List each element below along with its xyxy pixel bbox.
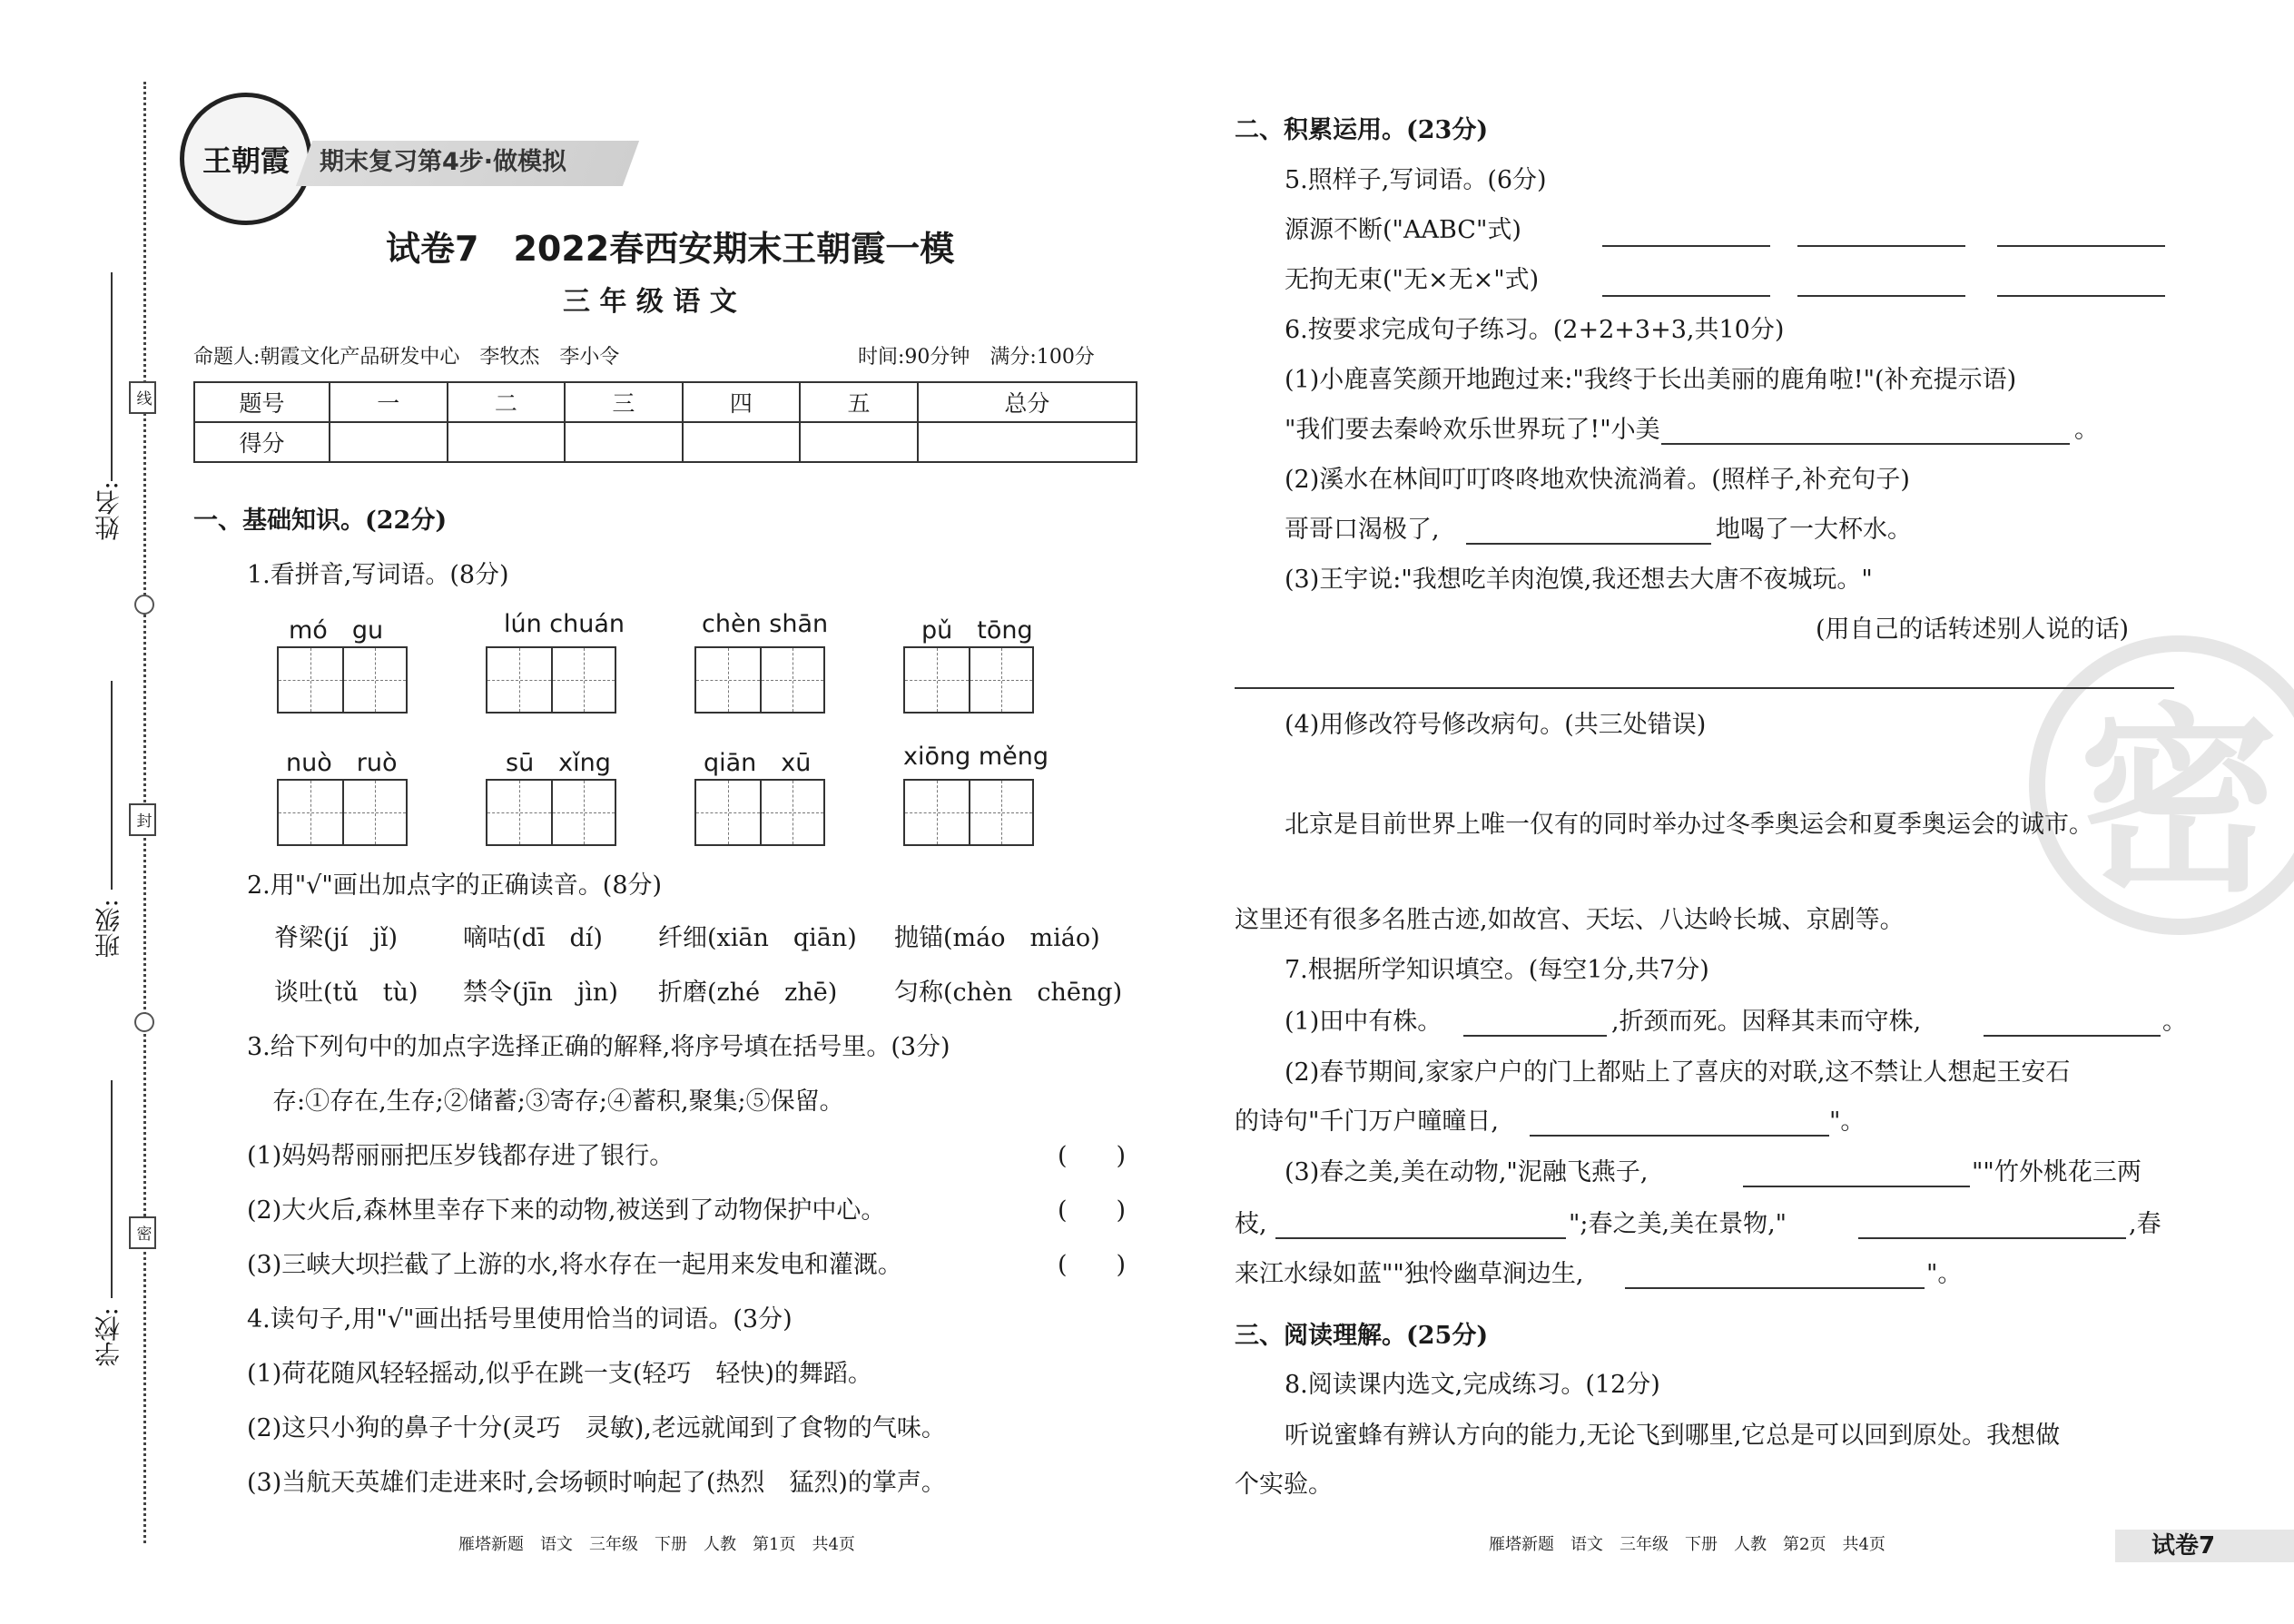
score-cell[interactable] — [918, 422, 1137, 462]
answer-line[interactable] — [1530, 1135, 1829, 1137]
logo — [180, 93, 312, 225]
answer-line[interactable] — [1235, 687, 2174, 689]
question-3-item: (3)三峡大坝拦截了上游的水,将水存在一起用来发电和灌溉。 — [247, 1251, 902, 1279]
writing-grid[interactable] — [903, 779, 1034, 846]
writing-grid[interactable] — [486, 779, 616, 846]
answer-line[interactable] — [1997, 245, 2165, 247]
question-7-1-b: ,折颈而死。因释其耒而守株, — [1611, 1008, 1922, 1036]
question-4-item[interactable]: (3)当航天英雄们走进来时,会场顿时响起了(热烈 猛烈)的掌声。 — [247, 1469, 946, 1497]
question-6-2-prompt-a: 哥哥口渴极了, — [1285, 516, 1440, 544]
score-header-cell: 四 — [683, 382, 801, 422]
answer-paren[interactable]: ( ) — [1058, 1142, 1127, 1170]
school-label: 学校: — [94, 1307, 123, 1367]
pronunciation-item[interactable]: 谈吐(tǔ tù) — [274, 979, 418, 1007]
authors: 命题人:朝霞文化产品研发中心 李牧杰 李小令 — [193, 346, 620, 369]
question-6-4: (4)用修改符号修改病句。(共三处错误) — [1285, 711, 1707, 739]
binding-hole-icon — [134, 1012, 154, 1032]
pinyin-label: mó gu — [289, 616, 384, 645]
writing-grid[interactable] — [903, 646, 1034, 714]
pinyin-label: pǔ tōng — [921, 616, 1033, 645]
page-footer-left: 雁塔新题 语文 三年级 下册 人教 第1页 共4页 — [458, 1535, 855, 1554]
answer-line[interactable] — [1602, 245, 1770, 247]
question-4-item[interactable]: (1)荷花随风轻轻摇动,似乎在跳一支(轻巧 轻快)的舞蹈。 — [247, 1360, 872, 1388]
reading-passage: 听说蜜蜂有辨认方向的能力,无论飞到哪里,它总是可以回到原处。我想做 — [1285, 1422, 2061, 1450]
question-6-4-sentence[interactable]: 这里还有很多名胜古迹,如故宫、天坛、八达岭长城、京剧等。 — [1235, 906, 1905, 934]
answer-line[interactable] — [1984, 1035, 2161, 1037]
class-label: 班级: — [94, 899, 123, 959]
question-7-3-b: ""竹外桃花三两 — [1972, 1158, 2141, 1186]
page-subtitle: 三 年 级 语 文 — [563, 286, 737, 318]
class-line[interactable] — [111, 681, 113, 890]
score-row-label: 得分 — [194, 422, 330, 462]
question-6-3-note: (用自己的话转述别人说的话) — [1816, 615, 2130, 644]
question-6-4-sentence[interactable]: 北京是目前世界上唯一仅有的同时举办过冬季奥运会和夏季奥运会的诚市。 — [1285, 811, 2093, 839]
watermark-seal — [2029, 635, 2294, 935]
question-3-item: (2)大火后,森林里幸存下来的动物,被送到了动物保护中心。 — [247, 1196, 886, 1225]
score-table — [193, 381, 1137, 463]
score-header-cell: 一 — [330, 382, 448, 422]
question-7-3-e: ,春 — [2129, 1210, 2161, 1238]
name-label: 姓名: — [94, 481, 123, 541]
question-7-1-a: (1)田中有株。 — [1285, 1008, 1442, 1036]
pronunciation-item[interactable]: 脊梁(jí jǐ) — [274, 924, 399, 952]
question-5: 5.照样子,写词语。(6分) — [1285, 166, 1547, 194]
pronunciation-item[interactable]: 匀称(chèn chēng) — [894, 979, 1123, 1007]
time-score: 时间:90分钟 满分:100分 — [858, 346, 1095, 369]
answer-line[interactable] — [1858, 1237, 2126, 1239]
banner-text: 期末复习第4步·做模拟 — [320, 148, 567, 176]
question-5-b: 无拘无束("无×无×"式) — [1285, 266, 1540, 294]
question-7-3-c: 枝, — [1235, 1210, 1267, 1238]
question-3-key: 存:①存在,生存;②储蓄;③寄存;④蓄积,聚集;⑤保留。 — [272, 1088, 844, 1116]
pronunciation-item[interactable]: 折磨(zhé zhē) — [658, 979, 838, 1007]
question-6-1-prompt: "我们要去秦岭欢乐世界玩了!"小美 — [1285, 416, 1660, 444]
quote-end: "。 — [1926, 1260, 1963, 1288]
question-3-item: (1)妈妈帮丽丽把压岁钱都存进了银行。 — [247, 1142, 674, 1170]
score-header-cell: 题号 — [194, 382, 330, 422]
writing-grid[interactable] — [694, 779, 825, 846]
pinyin-label: xiōng měng — [903, 743, 1049, 771]
seal-line-box: 线 — [129, 381, 156, 414]
question-2: 2.用"√"画出加点字的正确读音。(8分) — [247, 871, 663, 900]
writing-grid[interactable] — [277, 646, 408, 714]
pinyin-label: lún chuán — [504, 610, 625, 638]
answer-line[interactable] — [1797, 245, 1965, 247]
question-6-2-prompt-b: 地喝了一大杯水。 — [1716, 516, 1912, 544]
score-cell[interactable] — [448, 422, 566, 462]
section-2-heading: 二、积累运用。(23分) — [1235, 116, 1489, 144]
name-line[interactable] — [111, 272, 113, 481]
score-row-header — [194, 382, 1137, 422]
answer-line[interactable] — [1661, 443, 2070, 445]
binding-hole-icon — [134, 595, 154, 615]
question-6-2: (2)溪水在林间叮叮咚咚地欢快流淌着。(照样子,补充句子) — [1285, 466, 1910, 494]
pronunciation-item[interactable]: 抛锚(máo miáo) — [894, 924, 1100, 952]
answer-line[interactable] — [1997, 295, 2165, 297]
question-1: 1.看拼音,写词语。(8分) — [247, 561, 509, 589]
question-7-2-a: (2)春节期间,家家户户的门上都贴上了喜庆的对联,这不禁让人想起王安石 — [1285, 1058, 2071, 1087]
writing-grid[interactable] — [486, 646, 616, 714]
question-8: 8.阅读课内选文,完成练习。(12分) — [1285, 1371, 1660, 1399]
question-7-3-f: 来江水绿如蓝""独怜幽草涧边生, — [1235, 1260, 1584, 1288]
answer-line[interactable] — [1797, 295, 1965, 297]
score-cell[interactable] — [330, 422, 448, 462]
question-6-3: (3)王宇说:"我想吃羊肉泡馍,我还想去大唐不夜城玩。" — [1285, 566, 1873, 594]
answer-line[interactable] — [1625, 1287, 1925, 1289]
score-header-cell: 三 — [565, 382, 683, 422]
question-4-item[interactable]: (2)这只小狗的鼻子十分(灵巧 灵敏),老远就闻到了食物的气味。 — [247, 1414, 946, 1442]
answer-paren[interactable]: ( ) — [1058, 1196, 1127, 1225]
pinyin-label: nuò ruò — [286, 749, 398, 777]
score-cell[interactable] — [565, 422, 683, 462]
page-footer-right: 雁塔新题 语文 三年级 下册 人教 第2页 共4页 — [1489, 1535, 1885, 1554]
writing-grid[interactable] — [694, 646, 825, 714]
logo-text: 王朝霞 — [202, 143, 290, 178]
school-line[interactable] — [111, 1080, 113, 1298]
pronunciation-item[interactable]: 禁令(jīn jìn) — [463, 979, 618, 1007]
score-row-values — [194, 422, 1137, 462]
period: 。 — [2162, 1008, 2187, 1036]
writing-grid[interactable] — [277, 779, 408, 846]
answer-line[interactable] — [1463, 1035, 1607, 1037]
answer-paren[interactable]: ( ) — [1058, 1251, 1127, 1279]
score-header-cell: 二 — [448, 382, 566, 422]
question-3: 3.给下列句中的加点字选择正确的解释,将序号填在括号里。(3分) — [247, 1033, 950, 1061]
question-7-3-a: (3)春之美,美在动物,"泥融飞燕子, — [1285, 1158, 1649, 1186]
answer-line[interactable] — [1602, 295, 1770, 297]
question-6: 6.按要求完成句子练习。(2+2+3+3,共10分) — [1285, 316, 1785, 344]
score-header-cell: 五 — [800, 382, 918, 422]
score-header-cell: 总分 — [918, 382, 1137, 422]
quote-end: "。 — [1829, 1107, 1866, 1136]
pinyin-label: chèn shān — [702, 610, 829, 638]
section-1-heading: 一、基础知识。(22分) — [193, 507, 448, 535]
score-cell[interactable] — [800, 422, 918, 462]
question-5-a: 源源不断("AABC"式) — [1285, 216, 1521, 244]
question-7: 7.根据所学知识填空。(每空1分,共7分) — [1285, 956, 1709, 984]
pronunciation-item[interactable]: 纤细(xiān qiān) — [658, 924, 857, 952]
question-7-2-b: 的诗句"千门万户曈曈日, — [1235, 1107, 1500, 1136]
seal-box: 封 — [129, 803, 156, 836]
secret-box: 密 — [129, 1216, 156, 1249]
answer-line[interactable] — [1743, 1186, 1970, 1187]
score-cell[interactable] — [683, 422, 801, 462]
pinyin-label: qiān xū — [704, 749, 812, 777]
reading-passage: 个实验。 — [1235, 1471, 1333, 1499]
answer-line[interactable] — [1466, 543, 1711, 545]
answer-line[interactable] — [1275, 1237, 1566, 1239]
pronunciation-item[interactable]: 嘀咕(dī dí) — [463, 924, 603, 952]
question-4: 4.读句子,用"√"画出括号里使用恰当的词语。(3分) — [247, 1305, 793, 1334]
page-title: 试卷7 2022春西安期末王朝霞一模 — [386, 229, 955, 269]
question-6-1: (1)小鹿喜笑颜开地跑过来:"我终于长出美丽的鹿角啦!"(补充提示语) — [1285, 366, 2017, 394]
pinyin-label: sū xǐng — [506, 749, 611, 777]
section-3-heading: 三、阅读理解。(25分) — [1235, 1322, 1489, 1350]
period: 。 — [2074, 416, 2099, 444]
corner-label: 试卷7 — [2151, 1532, 2216, 1560]
question-7-3-d: ";春之美,美在景物," — [1569, 1210, 1787, 1238]
watermark-text: 密 — [2078, 684, 2279, 919]
